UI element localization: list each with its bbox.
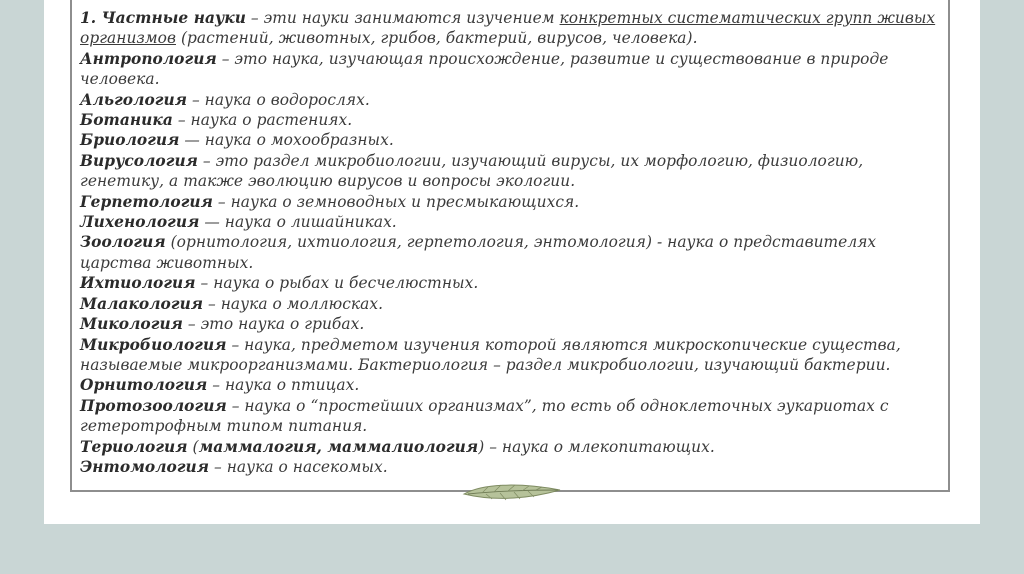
entry-protozoology [80,396,950,437]
entry-virology [80,151,950,192]
entry-text: – наука о земноводных и пресмыкающихся. [212,192,580,211]
entry-malacology [80,294,950,314]
entry-text: – наука о водорослях. [187,90,370,109]
entry-text: – наука о растениях. [172,111,353,130]
entry-text: – наука о насекомых. [209,457,388,476]
entry-text: – это наука, изучающая происхождение, развитие и существование в природе человека. [80,49,889,89]
entry-ornithology [80,375,950,395]
entry-alt-terms: маммалогия, маммалиология [198,437,479,456]
text-block [80,8,950,477]
entry-term: Энтомология [80,457,210,476]
intro-paragraph [80,8,950,49]
entry-term: Малакология [80,294,204,313]
entry-text: (орнитология, ихтиология, герпетология, энтомология) - наука о представителях царства животных. [80,233,877,272]
entry-term: Микробиология [80,335,227,354]
entry-text: – наука о моллюсках. [203,294,384,313]
entry-term: Ботаника [80,111,173,130]
entry-botany [80,110,950,130]
entry-term: Микология [80,315,183,334]
entry-term: Орнитология [80,376,208,395]
leaf-ornament-icon [462,480,562,506]
entry-microbiology [80,335,950,376]
entry-term: Зоология [80,233,166,252]
entry-zoology [80,232,950,273]
entry-term: Протозоология [80,396,227,415]
entry-term: Альгология [80,90,188,109]
intro-text: – эти науки занимаются изучением [245,9,560,27]
entry-term: Вирусология [80,151,198,170]
entry-text: – наука о птицах. [207,376,360,395]
entry-term: Бриология [80,131,180,150]
entry-bryology [80,130,950,150]
entry-text: – это раздел микробиологии, изучающий вирусы, их морфологию, физиологию, генетику, а также эволюцию вирусов и вопросы экологии. [80,151,864,191]
entry-text: ) – наука о млекопитающих. [478,437,715,456]
entry-anthropology [80,49,950,90]
intro-text-end: (растений, животных, грибов, бактерий, вирусов, человека). [176,29,698,48]
intro-underlined: конкретных систематических групп живых организмов [80,9,936,48]
entry-text: – наука о “простейших организмах”, то есть об одноклеточных эукариотах с гетеротрофным типом питания. [80,396,889,436]
entry-text: — наука о мохообразных. [179,131,394,150]
entry-text: – наука, предметом изучения которой являются микроскопические существа, называемые микроорганизмами. Бактериология – раздел микробиологии, изучающий бактерии. [80,335,901,374]
intro-term: 1. Частные науки [80,9,246,27]
entry-term: Териология [80,437,188,456]
entry-algology [80,90,950,110]
entry-teriology [80,437,950,457]
entry-text: ( [187,437,199,456]
entry-lichenology [80,212,950,232]
entry-text: – это наука о грибах. [182,315,365,334]
entry-term: Герпетология [80,192,213,211]
entry-term: Ихтиология [80,274,196,293]
entry-herpetology [80,192,950,212]
entry-entomology [80,457,950,477]
entry-mycology [80,314,950,334]
entry-ichthyology [80,273,950,293]
entry-term: Антропология [80,49,217,68]
entry-text: — наука о лишайниках. [199,213,397,232]
slide [44,0,980,524]
entry-term: Лихенология [80,213,200,232]
entry-text: – наука о рыбах и бесчелюстных. [195,274,479,293]
